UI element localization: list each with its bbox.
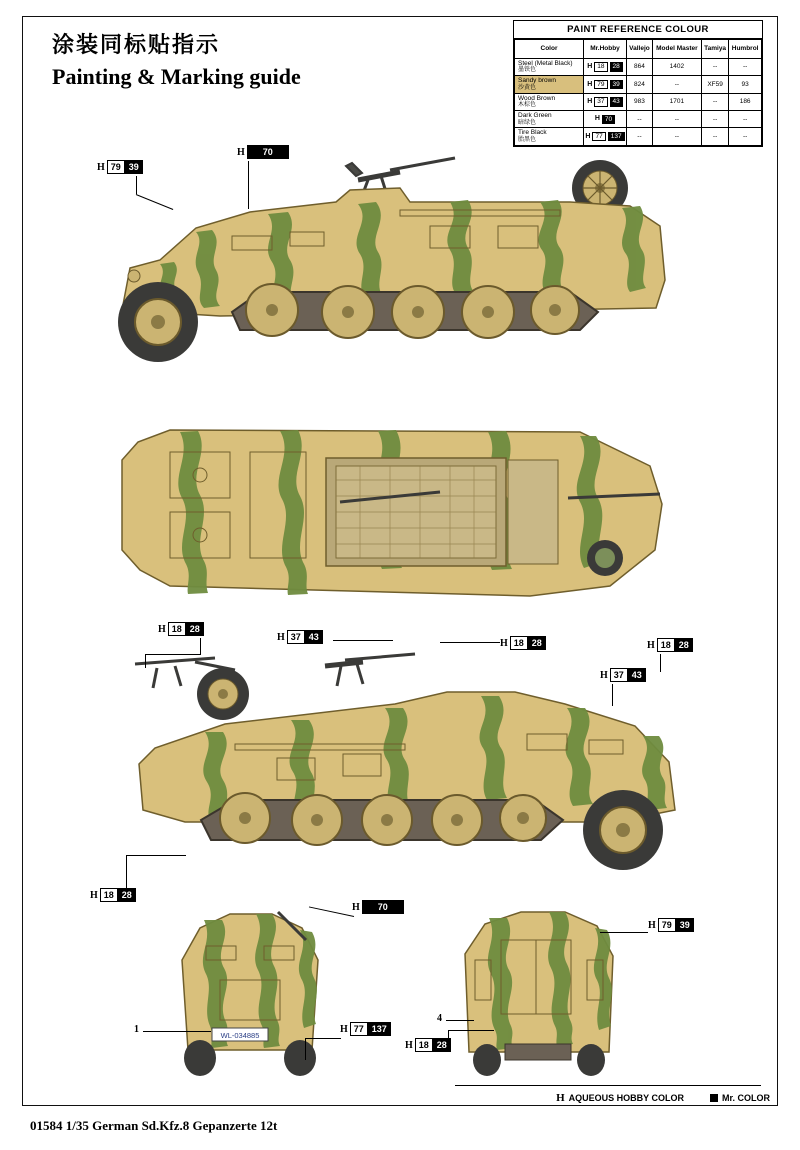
page-title: Painting & Marking guide	[52, 64, 301, 89]
vallejo-tire-black: --	[627, 128, 653, 145]
paint-code-wood-brown: H 37 43	[584, 93, 627, 110]
callout-37-43-a: H 37 43	[277, 630, 323, 644]
table-row	[515, 93, 762, 110]
leader-line	[448, 1030, 449, 1040]
vallejo-steel: 864	[627, 59, 653, 76]
callout-79-39-rear: H 79 39	[648, 918, 694, 932]
leader-line	[126, 855, 127, 888]
mm-sandy-brown: --	[652, 76, 701, 93]
tamiya-tire-black: --	[701, 128, 728, 145]
table-row	[515, 59, 762, 76]
th-mrhobby: Mr.Hobby	[584, 40, 627, 59]
leader-line	[145, 654, 146, 668]
leader-line	[305, 1038, 341, 1039]
callout-37-43-b: H 37 43	[600, 668, 646, 682]
paint-name-wood-brown: Wood Brown 木棕色	[515, 93, 584, 110]
vallejo-dark-green: --	[627, 111, 653, 128]
vallejo-sandy-brown: 824	[627, 76, 653, 93]
legend-mr-color-label: Mr. COLOR	[721, 1093, 770, 1103]
callout-77-137: H 77 137	[340, 1022, 391, 1036]
paint-code-steel: H 18 28	[584, 59, 627, 76]
front-view	[160, 900, 340, 1080]
callout-18-28-rear: H 18 28	[405, 1038, 451, 1052]
paint-table-header-row	[515, 40, 762, 59]
legend-aqueous	[556, 1092, 684, 1104]
th-humbrol: Humbrol	[729, 40, 762, 59]
callout-70-front: H 70	[352, 900, 404, 914]
paint-name-steel: Steel (Metal Black) 墨铁色	[515, 59, 584, 76]
callout-79-39-top: H 79 39	[97, 160, 143, 174]
leader-line	[446, 1020, 474, 1021]
legend-mr-color	[710, 1093, 770, 1103]
leader-line	[145, 654, 201, 655]
leader-line	[200, 638, 201, 654]
top-plan-view	[110, 400, 690, 615]
tamiya-wood-brown: --	[701, 93, 728, 110]
tamiya-steel: --	[701, 59, 728, 76]
tamiya-dark-green: --	[701, 111, 728, 128]
callout-18-28-d: H 18 28	[90, 888, 136, 902]
license-plate-text: WL-034885	[220, 1031, 260, 1040]
marking-number-rear: 4	[437, 1013, 442, 1024]
page-title-chinese: 涂装同标贴指示	[52, 33, 221, 58]
humbrol-sandy-brown: 93	[729, 76, 762, 93]
mm-steel: 1402	[652, 59, 701, 76]
leader-line	[143, 1031, 211, 1032]
leader-line	[136, 176, 137, 194]
mm-dark-green: --	[652, 111, 701, 128]
mm-tire-black: --	[652, 128, 701, 145]
leader-line	[126, 855, 186, 856]
th-tamiya: Tamiya	[701, 40, 728, 59]
humbrol-wood-brown: 186	[729, 93, 762, 110]
kit-caption: 01584 1/35 German Sd.Kfz.8 Gepanzerte 12t	[30, 1118, 278, 1133]
callout-18-28-a: H 18 28	[158, 622, 204, 636]
legend	[556, 1092, 770, 1104]
humbrol-steel: --	[729, 59, 762, 76]
paint-name-sandy-brown: Sandy brown 沙黄色	[515, 76, 584, 93]
callout-18-28-c: H 18 28	[647, 638, 693, 652]
mm-wood-brown: 1701	[652, 93, 701, 110]
side-view-left	[100, 140, 700, 380]
paint-code-dark-green: H 70	[584, 111, 627, 128]
table-row	[515, 111, 762, 128]
callout-18-28-b: H 18 28	[500, 636, 546, 650]
leader-line	[305, 1038, 306, 1060]
leader-line	[612, 684, 613, 706]
leader-line	[448, 1030, 494, 1031]
paint-name-tire-black: Tire Black 胎黑色	[515, 128, 584, 145]
marking-number-front: 1	[134, 1024, 139, 1035]
humbrol-tire-black: --	[729, 128, 762, 145]
aqueous-h-icon: H	[556, 1092, 565, 1104]
th-vallejo: Vallejo	[627, 40, 653, 59]
leader-line	[600, 932, 648, 933]
leader-line	[660, 654, 661, 672]
callout-70-top: H 70	[237, 145, 289, 159]
paint-code-sandy-brown: H 79 39	[584, 76, 627, 93]
paint-name-dark-green: Dark Green 暗绿色	[515, 111, 584, 128]
paint-code-tire-black: H 77 137	[584, 128, 627, 145]
table-row	[515, 76, 762, 93]
humbrol-dark-green: --	[729, 111, 762, 128]
mr-color-square-icon	[710, 1094, 718, 1102]
leader-line	[333, 640, 393, 641]
tamiya-sandy-brown: XF59	[701, 76, 728, 93]
leader-line	[440, 642, 500, 643]
paint-reference-table	[513, 20, 763, 147]
vallejo-wood-brown: 983	[627, 93, 653, 110]
legend-divider	[455, 1085, 761, 1086]
leader-line	[248, 161, 249, 209]
legend-aqueous-label: AQUEOUS HOBBY COLOR	[568, 1093, 684, 1103]
th-color: Color	[515, 40, 584, 59]
rear-view	[445, 900, 635, 1080]
th-model-master: Model Master	[652, 40, 701, 59]
paint-table-title: PAINT REFERENCE COLOUR	[514, 21, 762, 39]
